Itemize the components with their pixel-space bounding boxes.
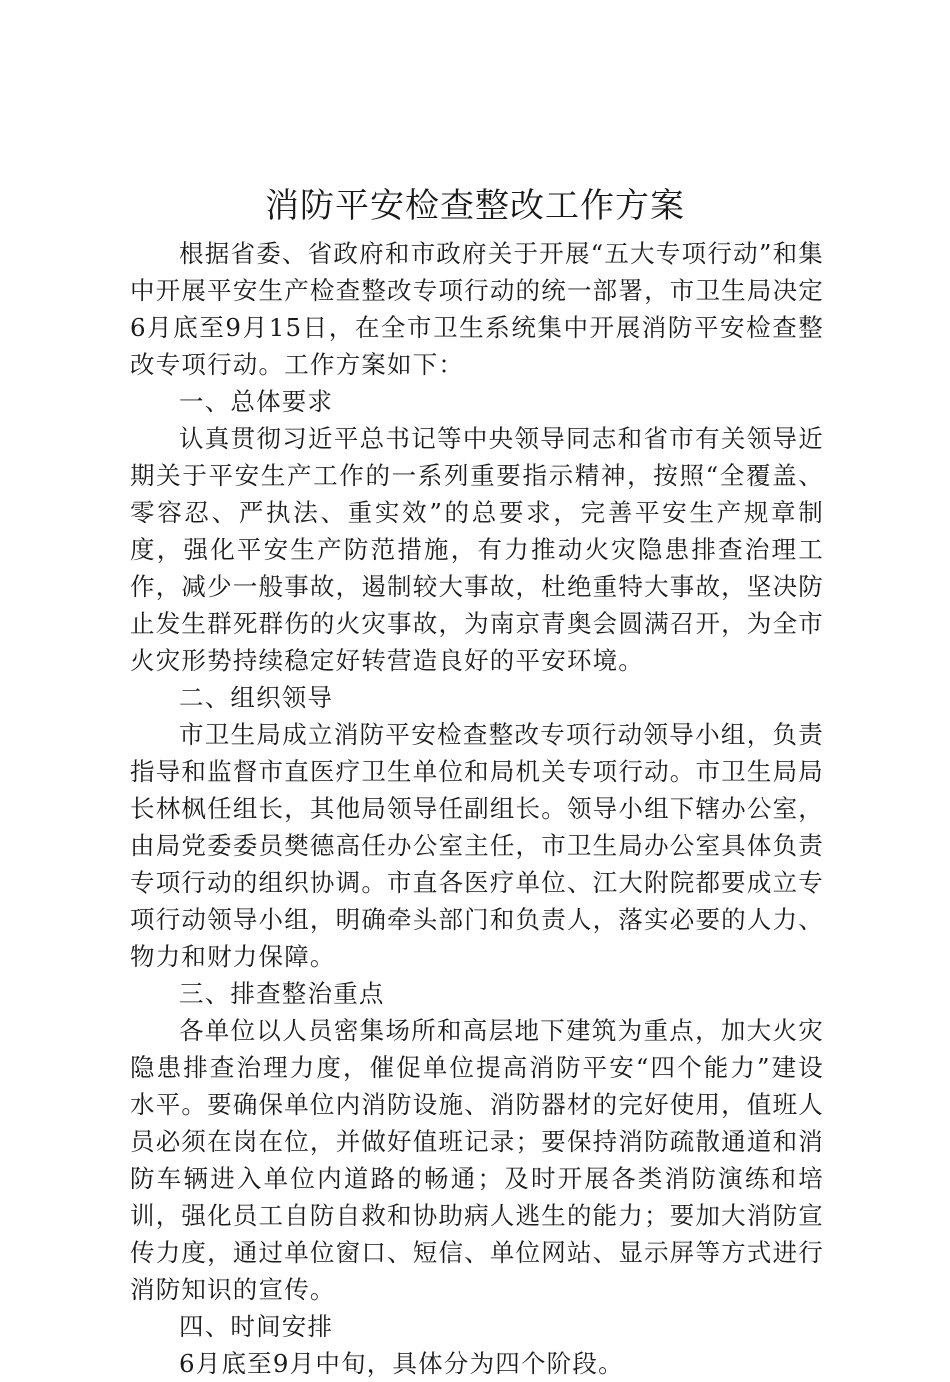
- section-body-schedule: 6月底至9月中旬，具体分为四个阶段。: [179, 1349, 624, 1378]
- section-heading-inspection-focus: 三、排查整治重点: [179, 979, 385, 1008]
- section-heading-organization: 二、组织领导: [179, 683, 334, 712]
- section-body-organization: 市卫生局成立消防平安检查整改专项行动领导小组，负责指导和监督市直医疗卫生单位和局机关专项行动。市卫生局局长林枫任组长，其他局领导任副组长。领导小组下辖办公室，由局党委委员樊德高任办公室主任，市卫生局办公室具体负责专项行动的组织协调。市直各医疗单位、江大附院都要成立专项行动领导小组，明确牵头部门和负责人，落实必要的人力、物力和财力保障。: [130, 720, 824, 971]
- section-heading-general-requirements: 一、总体要求: [179, 387, 334, 416]
- intro-paragraph: 根据省委、省政府和市政府关于开展“五大专项行动”和集中开展平安生产检查整改专项行动的统一部署，市卫生局决定6月底至9月15日，在全市卫生系统集中开展消防平安检查整改专项行动。工作方案如下：: [130, 239, 824, 379]
- section-heading-schedule: 四、时间安排: [179, 1312, 334, 1341]
- section-body-inspection-focus: 各单位以人员密集场所和高层地下建筑为重点，加大火灾隐患排查治理力度，催促单位提高消防平安“四个能力”建设水平。要确保单位内消防设施、消防器材的完好使用，值班人员必须在岗在位，并做好值班记录；要保持消防疏散通道和消防车辆进入单位内道路的畅通；及时开展各类消防演练和培训，强化员工自防自救和协助病人逃生的能力；要加大消防宣传力度，通过单位窗口、短信、单位网站、显示屏等方式进行消防知识的宣传。: [130, 1016, 824, 1304]
- document-body: [130, 235, 824, 1382]
- section-body-general-requirements: 认真贯彻习近平总书记等中央领导同志和省市有关领导近期关于平安生产工作的一系列重要指示精神，按照“全覆盖、零容忍、严执法、重实效”的总要求，完善平安生产规章制度，强化平安生产防范措施，有力推动火灾隐患排查治理工作，减少一般事故，遏制较大事故，杜绝重特大事故，坚决防止发生群死群伤的火灾事故，为南京青奥会圆满召开，为全市火灾形势持续稳定好转营造良好的平安环境。: [130, 424, 824, 675]
- document-title: 消防平安检查整改工作方案: [265, 186, 685, 226]
